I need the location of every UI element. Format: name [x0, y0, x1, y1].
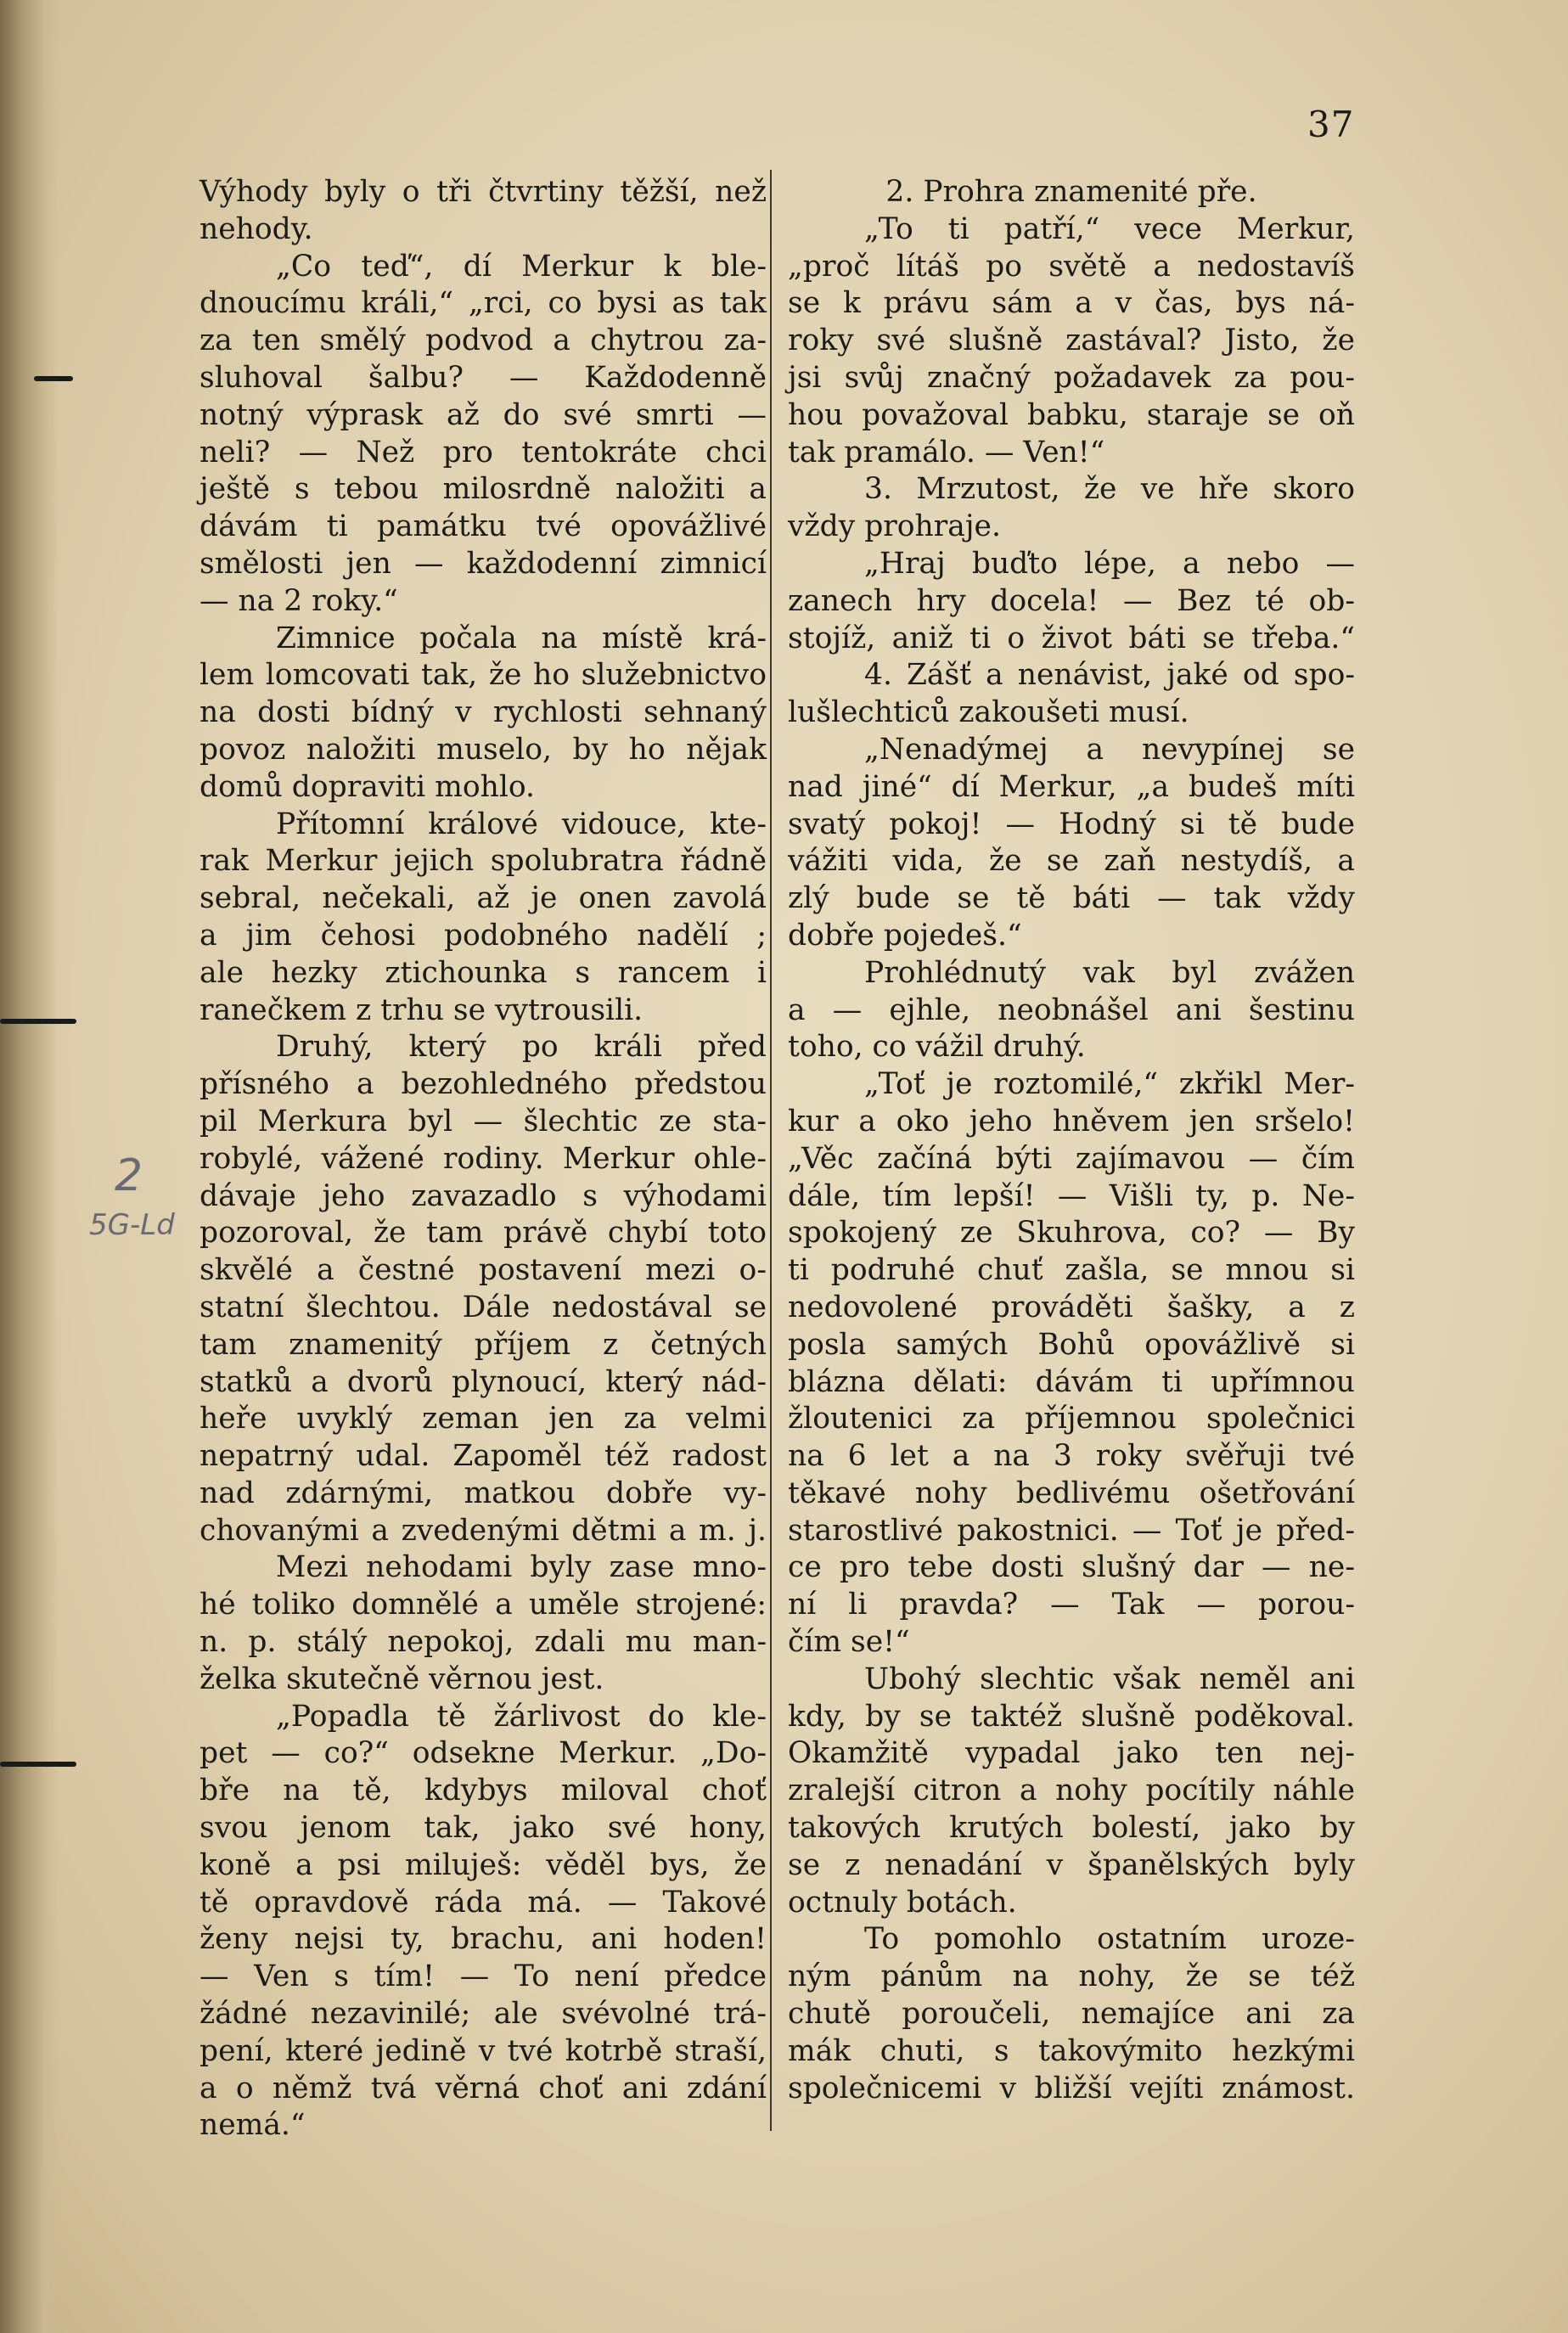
text-line: ce pro tebe dosti slušný dar — ne- [788, 1550, 1355, 1585]
text-line: spokojený ze Skuhrova, co? — By [788, 1216, 1355, 1251]
text-line: lem lomcovati tak, že ho služebnictvo [200, 658, 767, 693]
text-line: blázna dělati: dávám ti upřímnou [788, 1364, 1355, 1399]
text-line: a o němž tvá věrná choť ani zdání [200, 2071, 767, 2105]
text-line: vždy prohraje. [788, 509, 1001, 544]
text-line: kdy, by se taktéž slušně poděkoval. [788, 1699, 1355, 1734]
text-line: stojíž, aniž ti o život báti se třeba.“ [788, 621, 1355, 655]
text-line: „To ti patří,“ vece Merkur, [864, 211, 1355, 246]
text-line: statní šlechtou. Dále nedostával se [200, 1290, 767, 1324]
text-line: — Ven s tím! — To není předce [200, 1959, 767, 1994]
text-line: chovanými a zvedenými dětmi a m. j. [200, 1513, 767, 1548]
text-line: nemá.“ [200, 2108, 306, 2143]
text-line: starostlivé pakostnici. — Toť je před- [788, 1513, 1355, 1548]
binding-mark-top [34, 376, 73, 381]
text-line: dávaje jeho zavazadlo s výhodami [200, 1178, 767, 1213]
text-line: 4. Zášť a nenávist, jaké od spo- [864, 658, 1355, 693]
text-line: „Nenadýmej a nevypínej se [864, 732, 1355, 767]
left-text-column [200, 174, 767, 2145]
text-line: domů dopraviti mohlo. [200, 769, 536, 804]
text-line: sebral, nečekali, až je onen zavolá [200, 881, 767, 916]
text-line: tě opravdově ráda má. — Takové [200, 1885, 767, 1920]
text-line: na 6 let a na 3 roky svěřuji tvé [788, 1439, 1355, 1474]
text-line: statků a dvorů plynoucí, který nád- [200, 1364, 767, 1399]
text-line: ženy nejsi ty, brachu, ani hoden! [200, 1922, 767, 1957]
text-line: n. p. stálý nepokoj, zdali mu man- [200, 1625, 767, 1660]
text-line: žloutenici za příjemnou společnici [788, 1402, 1355, 1436]
text-line: sluhoval šalbu? — Každodenně [200, 360, 767, 395]
text-line: koně a psi miluješ: věděl bys, že [200, 1847, 767, 1882]
binding-mark-middle [0, 1019, 76, 1024]
text-line: společnicemi v bližší vejíti známost. [788, 2071, 1355, 2105]
text-line: nehody. [200, 211, 313, 246]
text-line: hou považoval babku, staraje se oň [788, 397, 1355, 432]
text-line: 2. Prohra znamenité pře. [885, 175, 1257, 209]
text-line: ranečkem z trhu se vytrousili. [200, 992, 643, 1027]
text-line: svatý pokoj! — Hodný si tě bude [788, 807, 1355, 841]
binding-mark-bottom [0, 1762, 76, 1767]
text-line: bře na tě, kdybys miloval choť [200, 1774, 767, 1808]
text-line: — na 2 roky.“ [200, 583, 398, 618]
text-line: pení, které jedině v tvé kotrbě straší, [200, 2033, 767, 2068]
text-line: ještě s tebou milosrdně naložiti a [200, 472, 767, 507]
text-line: „Toť je roztomilé,“ zkřikl Mer- [864, 1067, 1355, 1102]
text-line: Prohlédnutý vak byl zvážen [864, 955, 1355, 990]
text-line: pet — co?“ odsekne Merkur. „Do- [200, 1736, 767, 1771]
text-line: dnoucímu králi,“ „rci, co bysi as tak [200, 286, 767, 321]
text-line: pozoroval, že tam právě chybí toto [200, 1216, 767, 1251]
text-line: skvělé a čestné postavení mezi o- [200, 1253, 767, 1288]
text-line: těkavé nohy bedlivému ošetřování [788, 1476, 1355, 1510]
text-line: Výhody byly o tři čtvrtiny těžší, než [200, 175, 767, 209]
text-line: se z nenadání v španělských byly [788, 1847, 1355, 1882]
text-line: posla samých Bohů opovážlivě si [788, 1327, 1355, 1362]
text-line: roky své slušně zastával? Jisto, že [788, 323, 1355, 358]
text-line: „Věc začíná býti zajímavou — čím [788, 1141, 1355, 1176]
text-line: Ubohý slechtic však neměl ani [864, 1661, 1355, 1696]
text-line: heře uvyklý zeman jen za velmi [200, 1402, 767, 1436]
text-line: ale hezky ztichounka s rancem i [200, 955, 767, 990]
text-line: pil Merkura byl — šlechtic ze sta- [200, 1104, 767, 1138]
text-line: smělosti jen — každodenní zimnicí [200, 546, 767, 581]
text-line: toho, co vážil druhý. [788, 1030, 1086, 1065]
text-line: nad jiné“ dí Merkur, „a budeš míti [788, 769, 1355, 804]
text-line: 3. Mrzutost, že ve hře skoro [864, 472, 1355, 507]
text-line: a jim čehosi podobného nadělí ; [200, 918, 767, 953]
text-line: Druhý, který po králi před [276, 1030, 767, 1065]
text-line: ní li pravda? — Tak — porou- [788, 1588, 1355, 1622]
text-line: mák chuti, s takovýmito hezkými [788, 2033, 1355, 2068]
text-line: se k právu sám a v čas, bys ná- [788, 286, 1355, 321]
text-line: svou jenom tak, jako své hony, [200, 1811, 767, 1846]
text-line: vážiti vida, že se zaň nestydíš, a [788, 844, 1355, 879]
text-line: kur a oko jeho hněvem jen sršelo! [788, 1104, 1355, 1138]
text-line: ným pánům na nohy, že se též [788, 1959, 1355, 1994]
right-text-column [788, 174, 1355, 2107]
column-divider [770, 170, 772, 2131]
text-line: „Hraj buďto lépe, a nebo — [864, 546, 1355, 581]
text-line: zlý bude se tě báti — tak vždy [788, 881, 1355, 916]
text-line: takových krutých bolestí, jako by [788, 1811, 1355, 1846]
text-line: Přítomní králové vidouce, kte- [276, 807, 767, 841]
text-line: nedovolené prováděti šašky, a z [788, 1290, 1355, 1324]
text-line: robylé, vážené rodiny. Merkur ohle- [200, 1141, 767, 1176]
text-line: dobře pojedeš.“ [788, 918, 1022, 953]
page-number: 37 [1307, 104, 1355, 145]
text-line: hé toliko domnělé a uměle strojené: [200, 1588, 767, 1622]
margin-note-number: 2 [115, 1150, 143, 1201]
text-line: tam znamenitý příjem z četných [200, 1327, 767, 1362]
text-line: přísného a bezohledného předstou [200, 1067, 767, 1102]
text-line: rak Merkur jejich spolubratra řádně [200, 844, 767, 879]
text-line: chutě poroučeli, nemajíce ani za [788, 1997, 1355, 2032]
text-line: na dosti bídný v rychlosti sehnaný [200, 695, 767, 730]
text-line: Mezi nehodami byly zase mno- [276, 1550, 767, 1585]
text-line: ti podruhé chuť zašla, se mnou si [788, 1253, 1355, 1288]
text-line: za ten smělý podvod a chytrou za- [200, 323, 767, 358]
text-line: dávám ti památku tvé opovážlivé [200, 509, 767, 544]
text-line: zanech hry docela! — Bez té ob- [788, 583, 1355, 618]
text-line: neli? — Než pro tentokráte chci [200, 435, 767, 469]
text-line: notný výprask až do své smrti — [200, 397, 767, 432]
text-line: zralejší citron a nohy pocítily náhle [788, 1774, 1355, 1808]
text-line: „proč lítáš po světě a nedostavíš [788, 249, 1355, 284]
text-line: žádné nezavinilé; ale svévolné trá- [200, 1997, 767, 2032]
text-line: povoz naložiti muselo, by ho nějak [200, 732, 767, 767]
text-line: „Popadla tě žárlivost do kle- [276, 1699, 767, 1734]
margin-note-annotation: 5G-Ld [89, 1208, 175, 1242]
text-line: To pomohlo ostatním uroze- [864, 1922, 1355, 1957]
text-line: nad zdárnými, matkou dobře vy- [200, 1476, 767, 1510]
text-line: octnuly botách. [788, 1885, 1017, 1920]
text-line: nepatrný udal. Zapoměl též radost [200, 1439, 767, 1474]
text-line: jsi svůj značný požadavek za pou- [788, 360, 1355, 395]
text-line: tak pramálo. — Ven!“ [788, 435, 1105, 469]
text-line: lušlechticů zakoušeti musí. [788, 695, 1189, 730]
text-line: čím se!“ [788, 1625, 910, 1660]
text-line: Okamžitě vypadal jako ten nej- [788, 1736, 1355, 1771]
text-line: a — ejhle, neobnášel ani šestinu [788, 992, 1355, 1027]
text-line: želka skutečně věrnou jest. [200, 1661, 604, 1696]
text-line: Zimnice počala na místě krá- [276, 621, 767, 655]
book-spine [0, 0, 59, 2333]
text-line: dále, tím lepší! — Višli ty, p. Ne- [788, 1178, 1355, 1213]
text-line: „Co teď“, dí Merkur k ble- [276, 249, 767, 284]
